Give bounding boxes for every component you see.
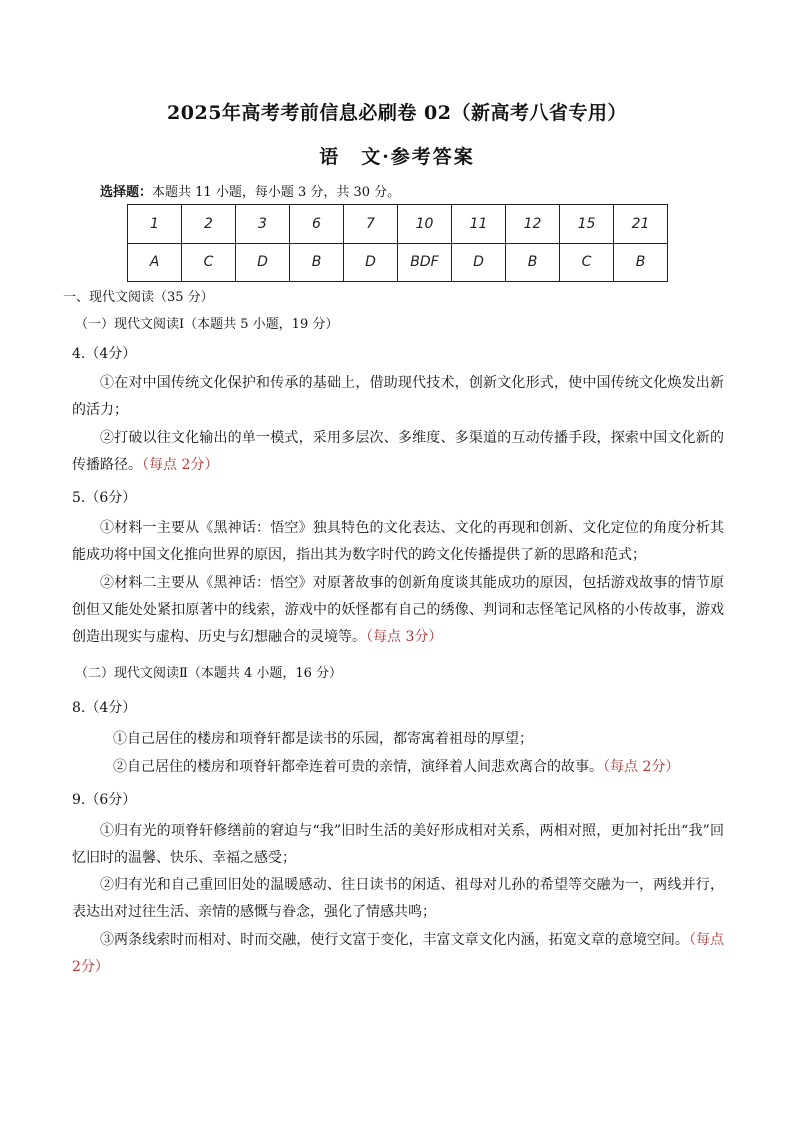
question-9-score: （每点 2分） <box>72 932 724 975</box>
answer-row <box>128 243 668 282</box>
question-number-cell: 2 <box>182 205 236 244</box>
question-number-cell: 21 <box>614 205 668 244</box>
question-9-number: 9.（6分） <box>72 792 137 808</box>
answer-cell: BDF <box>398 243 452 282</box>
choice-note <box>100 181 400 200</box>
choice-note-text: 本题共 11 小题，每小题 3 分，共 30 分。 <box>152 185 401 200</box>
question-number-row <box>128 205 668 244</box>
question-number-cell: 15 <box>560 205 614 244</box>
answer-cell: D <box>452 243 506 282</box>
question-number-cell: 12 <box>506 205 560 244</box>
answer-cell: A <box>128 243 182 282</box>
question-4-score: （每点 2分） <box>142 457 219 473</box>
question-4-point-1: ①在对中国传统文化保护和传承的基础上，借助现代技术，创新文化形式，使中国传统文化焕发出新的活力； <box>72 375 724 418</box>
answer-table <box>127 204 668 282</box>
question-number-cell: 10 <box>398 205 452 244</box>
answer-cell: D <box>236 243 290 282</box>
question-4-point-2 <box>72 425 724 479</box>
question-8-point-2 <box>113 754 713 781</box>
question-number-cell: 7 <box>344 205 398 244</box>
answer-cell: D <box>344 243 398 282</box>
question-4-point-2-text: ②打破以往文化输出的单一模式，采用多层次、多维度、多渠道的互动传播手段，探索中国文化新的传播路径。 <box>72 430 724 473</box>
question-9-point-3-text: ③两条线索时而相对、时而交融，使行文富于变化，丰富文章文化内涵，拓宽文章的意境空间。 <box>100 932 689 948</box>
answer-cell: B <box>614 243 668 282</box>
question-5-point-2-text: ②材料二主要从《黑神话：悟空》对原著故事的创新角度谈其能成功的原因，包括游戏故事的情节原创但又能处处紧扣原著中的线索，游戏中的妖怪都有自己的绣像、判词和志怪笔记风格的小传故事，游戏创造出现实与虚构、历史与幻想融合的灵境等。 <box>72 575 724 645</box>
question-5-number: 5.（6分） <box>72 490 137 506</box>
question-4-number: 4.（4分） <box>72 346 137 362</box>
answer-cell: B <box>506 243 560 282</box>
choice-note-label: 选择题： <box>100 185 153 200</box>
question-5-point-2 <box>72 570 724 651</box>
answer-cell: C <box>560 243 614 282</box>
question-number-cell: 6 <box>290 205 344 244</box>
answer-cell: B <box>290 243 344 282</box>
question-8-number: 8.（4分） <box>72 700 137 716</box>
question-number-cell: 3 <box>236 205 290 244</box>
question-9-point-3 <box>72 927 724 981</box>
page-title: 2025年高考考前信息必刷卷 02（新高考八省专用） <box>167 102 627 124</box>
question-5-score: （每点 3分） <box>366 629 443 645</box>
question-8-score: （每点 2分） <box>603 759 680 775</box>
question-number-cell: 11 <box>452 205 506 244</box>
question-9-point-2: ②归有光和自己重回旧处的温暖感动、往日读书的闲适、祖母对儿孙的希望等交融为一，两线并行，表达出对过往生活、亲情的感慨与眷念，强化了情感共鸣； <box>72 877 724 920</box>
section-heading-reading-1: （一）现代文阅读Ⅰ（本题共 5 小题，19 分） <box>75 317 339 332</box>
question-number-cell: 1 <box>128 205 182 244</box>
question-8-point-2-text: ②自己居住的楼房和项脊轩都牵连着可贵的亲情，演绎着人间悲欢离合的故事。 <box>113 759 603 775</box>
page-subtitle: 语 文·参考答案 <box>319 146 475 168</box>
section-heading-reading-2: （二）现代文阅读Ⅱ（本题共 4 小题，16 分） <box>75 666 343 681</box>
question-8-point-1: ①自己居住的楼房和项脊轩都是读书的乐园，都寄寓着祖母的厚望； <box>113 731 533 747</box>
question-9-point-1: ①归有光的项脊轩修缮前的窘迫与“我”旧时生活的美好形成相对关系，两相对照，更加衬托出“我”回忆旧时的温馨、快乐、幸福之感受； <box>72 823 724 866</box>
question-5-point-1: ①材料一主要从《黑神话：悟空》独具特色的文化表达、文化的再现和创新、文化定位的角度分析其能成功将中国文化推向世界的原因，指出其为数字时代的跨文化传播提供了新的思路和范式； <box>72 520 724 563</box>
section-heading-reading: 一、现代文阅读（35 分） <box>63 290 214 305</box>
answer-cell: C <box>182 243 236 282</box>
